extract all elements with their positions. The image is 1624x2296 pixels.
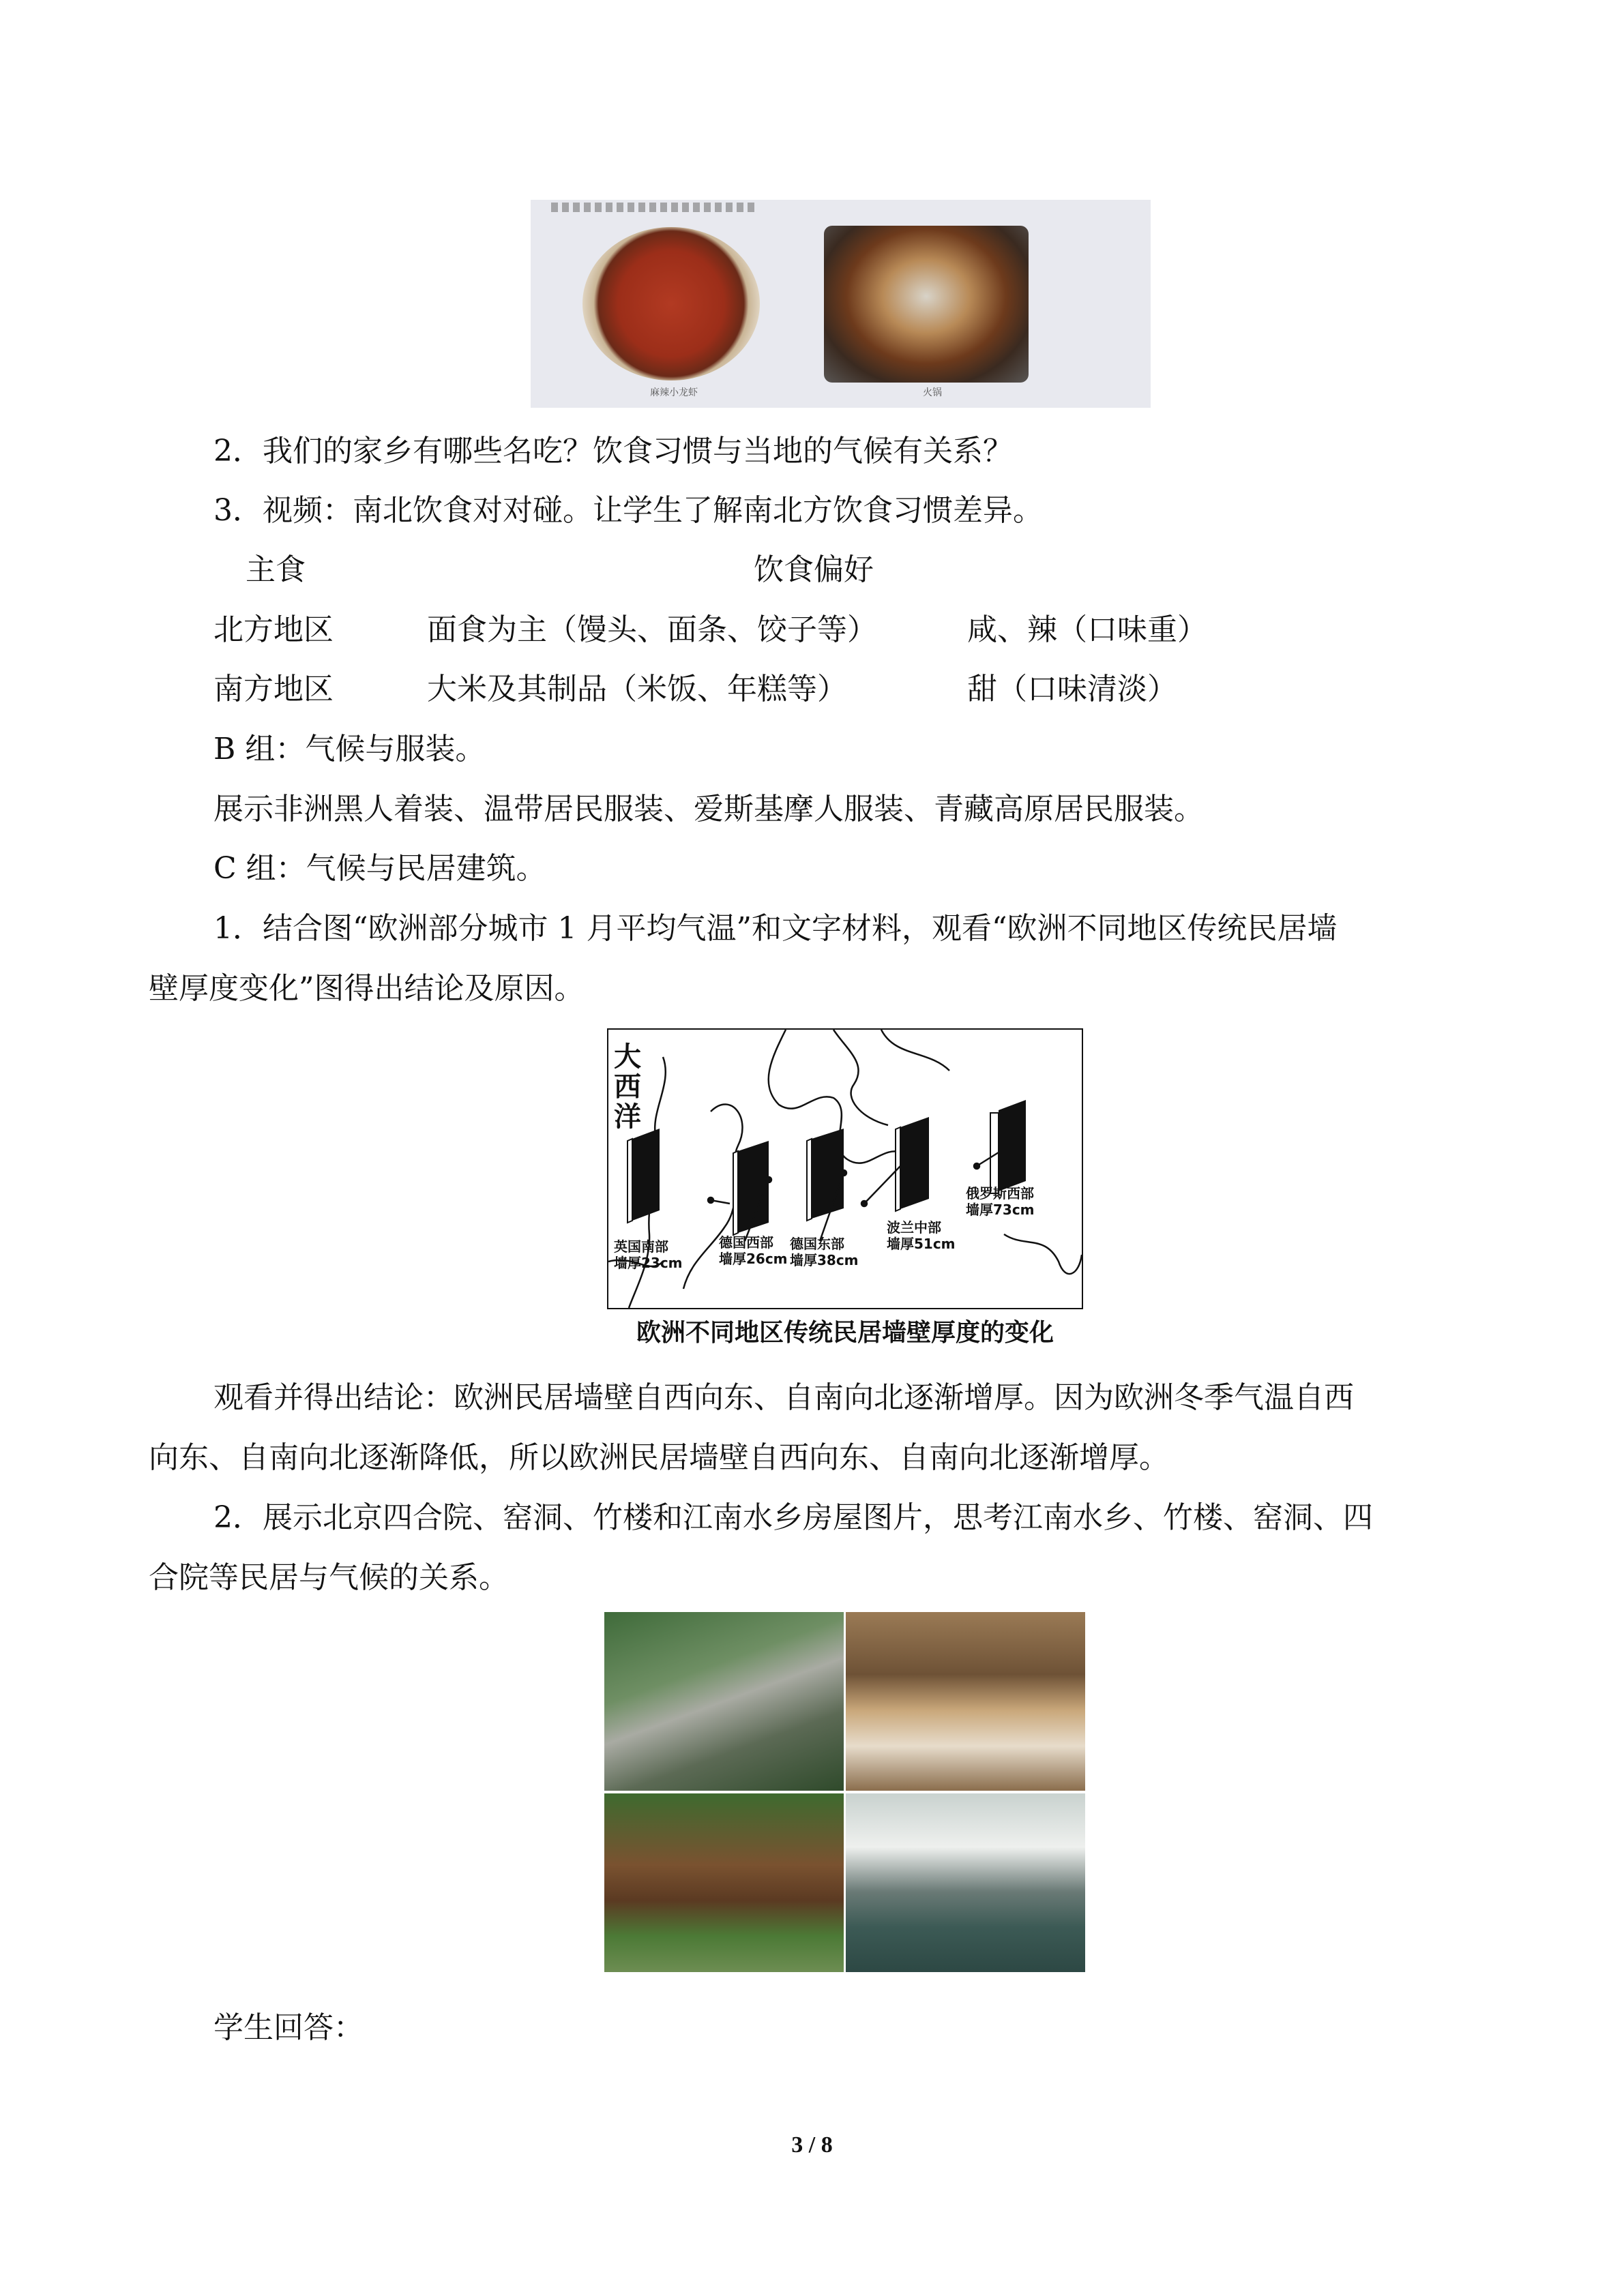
south-preference: 甜（口味清淡） (967, 672, 1177, 706)
group-c-item1-line2: 壁厚度变化”图得出结论及原因。 (149, 971, 585, 1006)
table-header-preference: 饮食偏好 (754, 552, 874, 587)
city-label-germany-west (719, 1234, 788, 1267)
south-region-label: 南方地区 (213, 672, 334, 706)
city-name: 波兰中部 (887, 1219, 941, 1236)
paragraph-local-food: 2．我们的家乡有哪些名吃？饮食习惯与当地的气候有关系？ (213, 434, 1013, 468)
city-name: 德国东部 (790, 1236, 844, 1252)
hotpot-image (824, 226, 1029, 383)
atlantic-ocean-label: 大西洋 (614, 1041, 641, 1133)
city-label-uk-south (614, 1238, 683, 1271)
group-c-item1-line1: 1．结合图“欧洲部分城市 1 月平均气温”和文字材料，观看“欧洲不同地区传统民居墙 (213, 911, 1338, 946)
paragraph-video: 3．视频：南北饮食对对碰。让学生了解南北方饮食习惯差异。 (213, 493, 1043, 528)
food-caption-right: 火锅 (923, 387, 942, 398)
group-b-text: 展示非洲黑人着装、温带居民服装、爱斯基摩人服装、青藏高原居民服装。 (213, 792, 1204, 826)
wall-thickness: 墙厚38cm (790, 1252, 859, 1268)
wall-thickness: 墙厚51cm (887, 1236, 956, 1252)
wall-thickness: 墙厚23cm (614, 1255, 683, 1271)
city-label-poland-central (887, 1219, 956, 1252)
group-b-heading: B 组：气候与服装。 (213, 732, 486, 766)
city-name: 俄罗斯西部 (966, 1185, 1034, 1202)
food-caption-left: 麻辣小龙虾 (650, 387, 698, 398)
conclusion-line2: 向东、自南向北逐渐降低，所以欧洲民居墙壁自西向东、自南向北逐渐增厚。 (149, 1440, 1169, 1475)
group-c-item2-line1: 2．展示北京四合院、窑洞、竹楼和江南水乡房屋图片，思考江南水乡、竹楼、窑洞、四 (213, 1500, 1373, 1535)
north-preference: 咸、辣（口味重） (967, 612, 1207, 647)
group-c-heading: C 组：气候与民居建筑。 (213, 851, 546, 886)
table-header-staple: 主食 (246, 552, 306, 587)
wall-thickness: 墙厚26cm (719, 1251, 788, 1267)
city-label-russia-west (966, 1185, 1035, 1218)
bamboo-house-image (604, 1793, 844, 1972)
jiangnan-water-town-image (846, 1793, 1085, 1972)
europe-wall-thickness-map (607, 1028, 1083, 1353)
cave-dwelling-image (846, 1612, 1085, 1791)
map-frame (607, 1028, 1083, 1309)
siheyuan-courtyard-image (604, 1612, 844, 1791)
page-number: 3 / 8 (791, 2132, 833, 2158)
traditional-dwellings-collage (604, 1612, 1085, 1972)
wall-thickness: 墙厚73cm (966, 1202, 1035, 1218)
map-caption: 欧洲不同地区传统民居墙壁厚度的变化 (636, 1319, 1054, 1347)
crayfish-dish-image (582, 227, 760, 381)
north-region-label: 北方地区 (213, 612, 334, 647)
city-name: 德国西部 (719, 1234, 773, 1251)
conclusion-line1: 观看并得出结论：欧洲民居墙壁自西向东、自南向北逐渐增厚。因为欧洲冬季气温自西 (213, 1380, 1354, 1415)
photo-top-text-blur (551, 203, 756, 212)
student-answer-label: 学生回答： (213, 2010, 364, 2045)
food-photo (531, 200, 1151, 408)
south-staple: 大米及其制品（米饭、年糕等） (427, 672, 847, 706)
group-c-item2-line2: 合院等民居与气候的关系。 (149, 1560, 509, 1595)
north-staple: 面食为主（馒头、面条、饺子等） (427, 612, 877, 647)
city-name: 英国南部 (614, 1238, 668, 1255)
city-label-germany-east (790, 1236, 859, 1268)
